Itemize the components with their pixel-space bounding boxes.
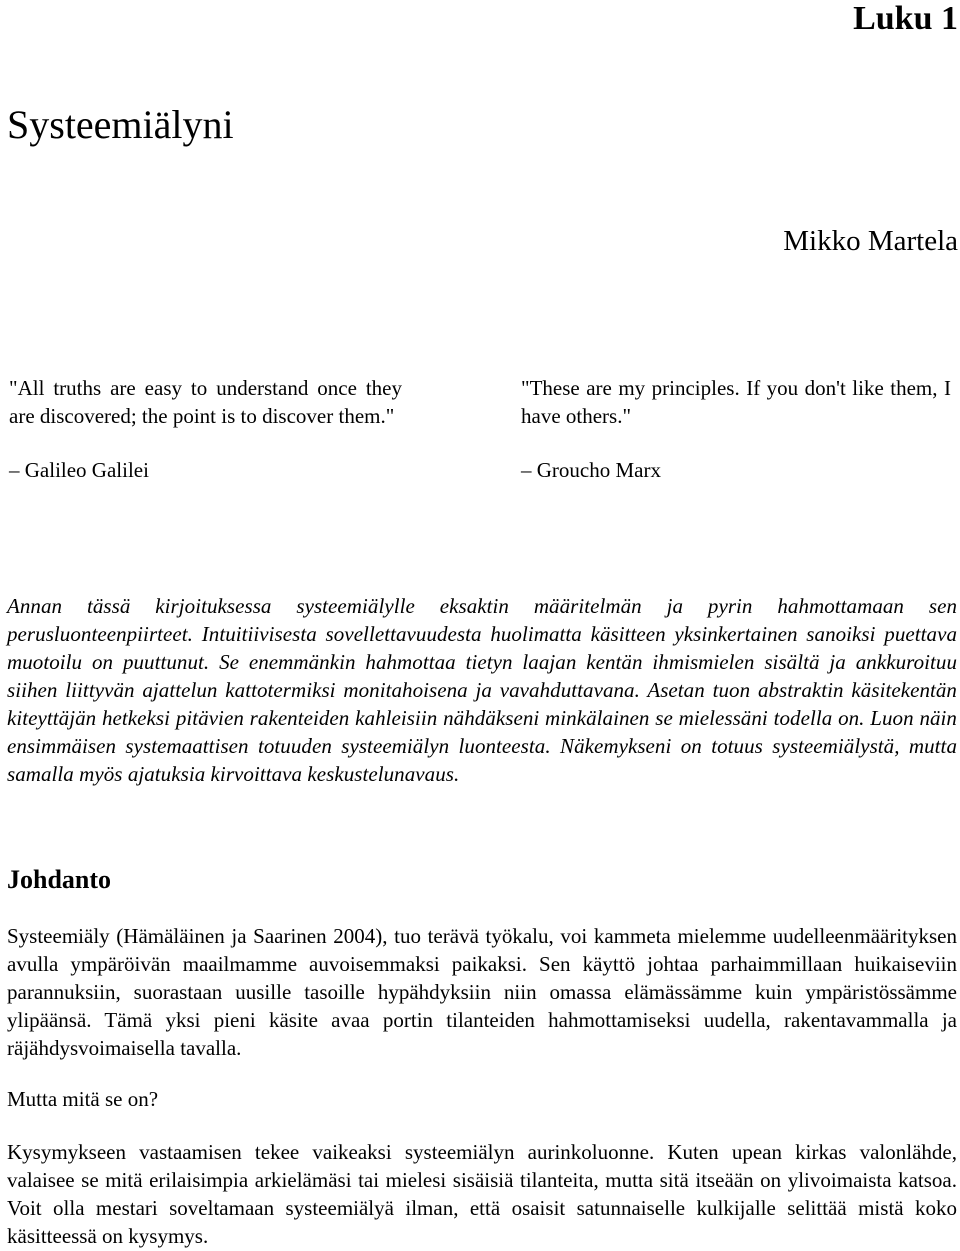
author-name: Mikko Martela [783,225,958,257]
quote-text: "All truths are easy to understand once they are discovered; the point is to discover them." [9,376,402,428]
quote-source: – Galileo Galilei [9,458,149,482]
body-paragraph: Mutta mitä se on? [7,1087,159,1111]
epigraph-quote-galilei [9,374,402,484]
chapter-title: Systeemiälyni [7,102,234,147]
chapter-label: Luku 1 [853,0,958,37]
epigraph-quote-marx [521,374,951,484]
body-paragraph: Kysymykseen vastaamisen tekee vaikeaksi systeemiälyn aurinkoluonne. Kuten upean kirkas valonlähde, valaisee se mitä erilaisimpia arkielämäsi tai mielesi sisäisiä tilanteita, mutta sitä itseään on ylivoimaista katsoa. Voit olla mestari soveltamaan systeemiälyä ilman, että osaisit satunnaiselle kulkijalle selittää mistä koko käsitteessä on kysymys. [7,1140,957,1248]
quote-text: "These are my principles. If you don't like them, I have others." [521,376,951,428]
abstract-paragraph: Annan tässä kirjoituksessa systeemiälylle eksaktin määritelmän ja pyrin hahmottamaan sen perusluonteenpiirteet. Intuitiivisesta sovellettavuudesta huolimatta käsitteen yksinkertainen sanoiksi puettava muotoilu on puuttunut. Se enemmänkin hahmottaa tietyn laajan kentän ihmismielen sisältä ja ankkuroituu siihen liittyvän ajattelun kattotermiksi monitahoisena ja vavahduttavana. Asetan tuon abstraktin käsitekentän kiteyttäjän hetkeksi pitävien rakenteiden kahleisiin nähdäkseni minkälainen se mielessäni todella on. Luon näin ensimmäisen systemaattisen totuuden systeemiälyn luonteesta. Näkemykseni on totuus systeemiälystä, mutta samalla myös ajatuksia kirvoittava keskustelunavaus. [7,594,957,786]
section-heading: Johdanto [7,865,112,894]
quote-source: – Groucho Marx [521,458,661,482]
body-paragraph: Systeemiäly (Hämäläinen ja Saarinen 2004), tuo terävä työkalu, voi kammeta mielemme uudelleenmäärityksen avulla ympäröivän maailmamme auvoisemmaksi paikaksi. Sen käyttö johtaa parhaimmillaan huikaiseviin parannuksiin, suorastaan uusille tasoille hypähdyksiin niin omassa elämässämme kuin ympäristössämme ylipäänsä. Tämä yksi pieni käsite avaa portin tilanteiden hahmottamiseksi uudella, rakentavammalla ja räjähdysvoimaisella tavalla. [7,924,957,1060]
